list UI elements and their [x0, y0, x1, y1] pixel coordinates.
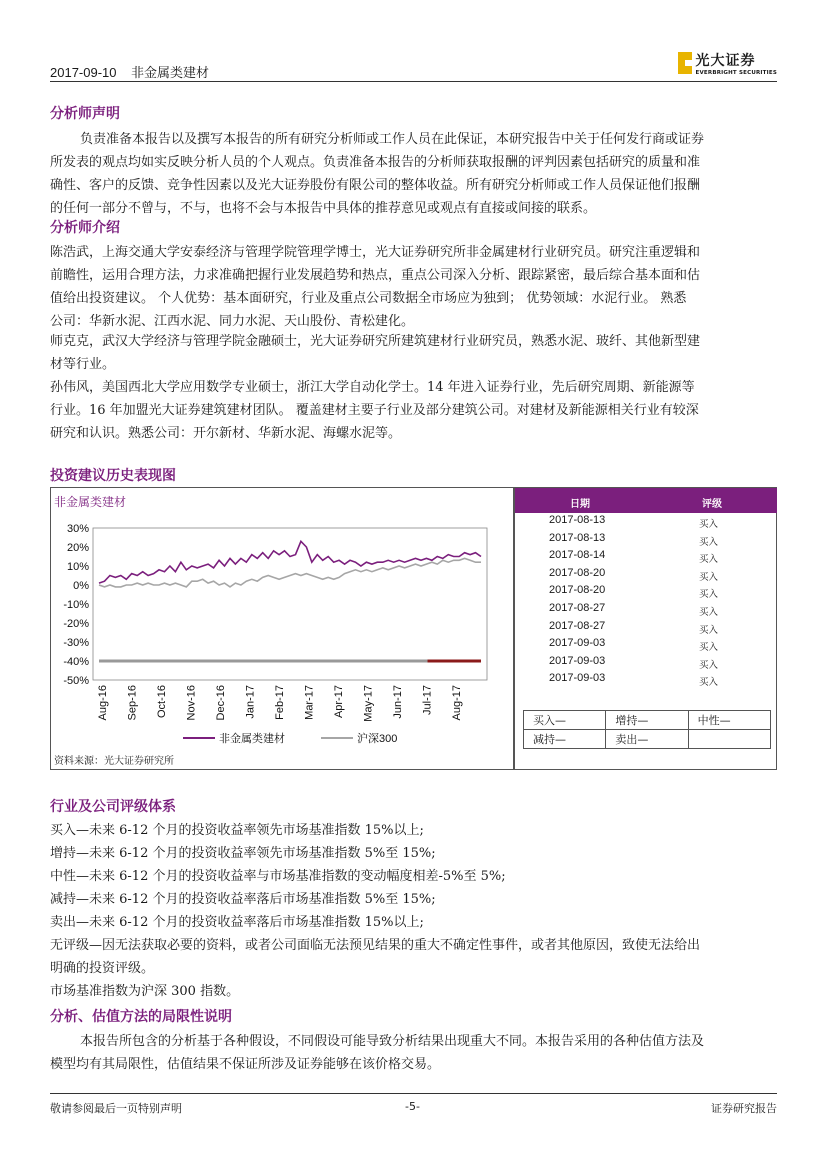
- y-tick-label: 30%: [66, 523, 89, 535]
- x-tick-label: Aug-16: [97, 685, 109, 721]
- rating-system-title: 行业及公司评级体系: [50, 799, 176, 815]
- rating-date: 2017-09-03: [549, 672, 606, 685]
- legend-empty: [688, 730, 770, 749]
- rating-date: 2017-08-27: [549, 602, 606, 614]
- header-date: 2017-09-10: [50, 65, 117, 80]
- logo-cn: 光大证券: [695, 53, 756, 69]
- x-tick-label: Oct-16: [156, 685, 168, 719]
- logo-mark-icon: [678, 52, 692, 74]
- y-tick-label: -40%: [63, 656, 89, 668]
- x-tick-label: Mar-17: [303, 685, 316, 720]
- footer-disclaimer: 敬请参阅最后一页特别声明: [50, 1102, 182, 1115]
- declaration-text: 负责准备本报告以及撰写本报告的所有研究分析师或工作人员在此保证，本研究报告中关于任何发行商或证券 所发表的观点均如实反映分析人员的个人观点。负责准备本报告的分析师获取报酬的评判因素包括研究的质量和准 确性、客户的反馈、竞争性因素以及光大证券股份有限公司的整体收益。所有研究分析师或工作人员保证他们报酬 的任何一部分不曾与，不与，也将不会与本报告中具体的推荐意见或观点有直接或间接的联系。: [50, 132, 705, 216]
- series-line-0: [99, 541, 481, 583]
- y-tick-label: 20%: [66, 542, 89, 554]
- rating-value: 买入: [699, 571, 719, 583]
- legend-label: 非金属类建材: [219, 733, 285, 745]
- x-tick-label: Dec-16: [215, 685, 227, 721]
- intro-title: 分析师介绍: [50, 220, 120, 236]
- legend-buy: 买入—: [524, 711, 606, 730]
- legend-sell: 卖出—: [606, 730, 688, 749]
- rating-date: 2017-08-14: [549, 549, 606, 562]
- x-tick-label: Jul-17: [421, 685, 434, 715]
- header-date-label: 日期: [570, 499, 590, 510]
- rating-date: 2017-08-20: [549, 584, 606, 597]
- page-footer: [50, 1093, 777, 1119]
- rating-value: 买入: [699, 659, 719, 671]
- rating-value: 买入: [699, 554, 719, 566]
- limitation-text: 本报告所包含的分析基于各种假设，不同假设可能导致分析结果出现重大不同。本报告采用的各种估值方法及 模型均有其局限性，估值结果不保证所涉及证券能够在该价格交易。: [50, 1034, 705, 1072]
- plot-area: [93, 528, 487, 680]
- x-tick-label: Jan-17: [244, 685, 257, 719]
- legend-overweight: 增持—: [606, 711, 688, 730]
- page-number: -5-: [405, 1100, 420, 1113]
- x-tick-label: May-17: [362, 685, 375, 722]
- rating-date: 2017-08-13: [549, 514, 606, 526]
- rating-system-text: 买入—未来 6-12 个月的投资收益率领先市场基准指数 15%以上; 增持—未来 6-12 个月的投资收益率领先市场基准指数 5%至 15%; 中性—未来 6-12 个月的投资收益率与市场基准指数的变动幅度相差-5%至 5%; 减持—未来 6-12 个月的投资收益率落后市场基准指数 5%至 15%; 卖出—未来 6-12 个月的投资收益率落后市场基准指数 15%以上; 无评级—因无法获取必要的资料，或者公司面临无法预见结果的重大不确定性事件，或者其他原因，致使无法给出 明确的投资评级。 市场基准指数为沪深 300 指数。: [50, 823, 701, 999]
- intro-paragraph-1: 陈浩武，上海交通大学安泰经济与管理学院管理学博士，光大证券研究所非金属建材行业研究员。研究注重逻辑和 前瞻性，运用合理方法，力求准确把握行业发展趋势和热点，重点公司深入分析、跟踪紧密，最后综合基本面和估 值给出投资建议。 个人优势：基本面研究，行业及重点公司数据全市场应为独到； 优势领域：水泥行业。 熟悉 公司：华新水泥、江西水泥、同力水泥、天山股份、青松建化。: [50, 245, 701, 329]
- rating-value: 买入: [699, 607, 719, 618]
- footer-report-type: 证券研究报告: [711, 1102, 777, 1115]
- rating-value: 买入: [699, 677, 719, 689]
- legend-label: 沪深300: [357, 733, 398, 745]
- rating-date: 2017-09-03: [549, 654, 606, 667]
- x-tick-label: Nov-16: [185, 685, 198, 721]
- rating-date: 2017-08-27: [549, 619, 606, 632]
- rating-value: 买入: [699, 642, 719, 654]
- performance-chart-box: [50, 487, 514, 770]
- y-tick-label: 0%: [73, 580, 89, 592]
- rating-date: 2017-09-03: [549, 637, 606, 650]
- x-tick-label: Sep-16: [126, 685, 139, 721]
- y-tick-label: -20%: [63, 618, 89, 630]
- rating-value: 买入: [699, 519, 719, 530]
- intro-paragraph-2: 师克克，武汉大学经济与管理学院金融硕士，光大证券研究所建筑建材行业研究员，熟悉水泥、玻纤、其他新型建 材等行业。: [50, 334, 701, 372]
- page-header: [50, 53, 777, 82]
- x-tick-label: Aug-17: [451, 685, 463, 721]
- header-rating-label: 评级: [702, 499, 722, 510]
- x-tick-label: Apr-17: [333, 685, 345, 719]
- limitation-title: 分析、估值方法的局限性说明: [50, 1009, 232, 1025]
- legend-underweight: 减持—: [524, 730, 606, 749]
- rating-value: 买入: [699, 624, 719, 636]
- y-tick-label: 10%: [66, 561, 89, 573]
- rating-table-header: [515, 488, 777, 513]
- legend-neutral: 中性—: [688, 711, 770, 730]
- y-tick-label: -30%: [63, 637, 89, 649]
- y-tick-label: -50%: [63, 675, 89, 687]
- x-tick-label: Jun-17: [392, 685, 404, 719]
- header-sector: 非金属类建材: [130, 65, 209, 80]
- rating-date: 2017-08-13: [549, 531, 606, 544]
- chart-source: 资料来源：光大证券研究所: [54, 756, 174, 767]
- performance-chart: [51, 488, 513, 750]
- x-tick-label: Feb-17: [274, 685, 286, 720]
- rating-value: 买入: [699, 589, 719, 601]
- company-logo: [678, 50, 777, 76]
- intro-paragraph-3: 孙伟风，美国西北大学应用数学专业硕士，浙江大学自动化学士。14 年进入证券行业，先后研究周期、新能源等 行业。16 年加盟光大证券建筑建材团队。 覆盖建材主要子行业及部分建筑公司。对建材及新能源相关行业有较深 研究和认识。熟悉公司：开尔新材、华新水泥、海螺水泥等。: [50, 380, 699, 441]
- rating-legend: [523, 710, 771, 749]
- rating-history-box: [514, 487, 777, 770]
- declaration-title: 分析师声明: [50, 106, 120, 122]
- header-info: [50, 62, 209, 81]
- chart-section-title: 投资建议历史表现图: [50, 468, 176, 484]
- logo-en: EVERBRIGHT SECURITIES: [695, 70, 777, 76]
- y-tick-label: -10%: [63, 599, 89, 611]
- rating-value: 买入: [699, 536, 719, 548]
- chart-subtitle: 非金属类建材: [54, 495, 127, 509]
- rating-date: 2017-08-20: [549, 566, 606, 579]
